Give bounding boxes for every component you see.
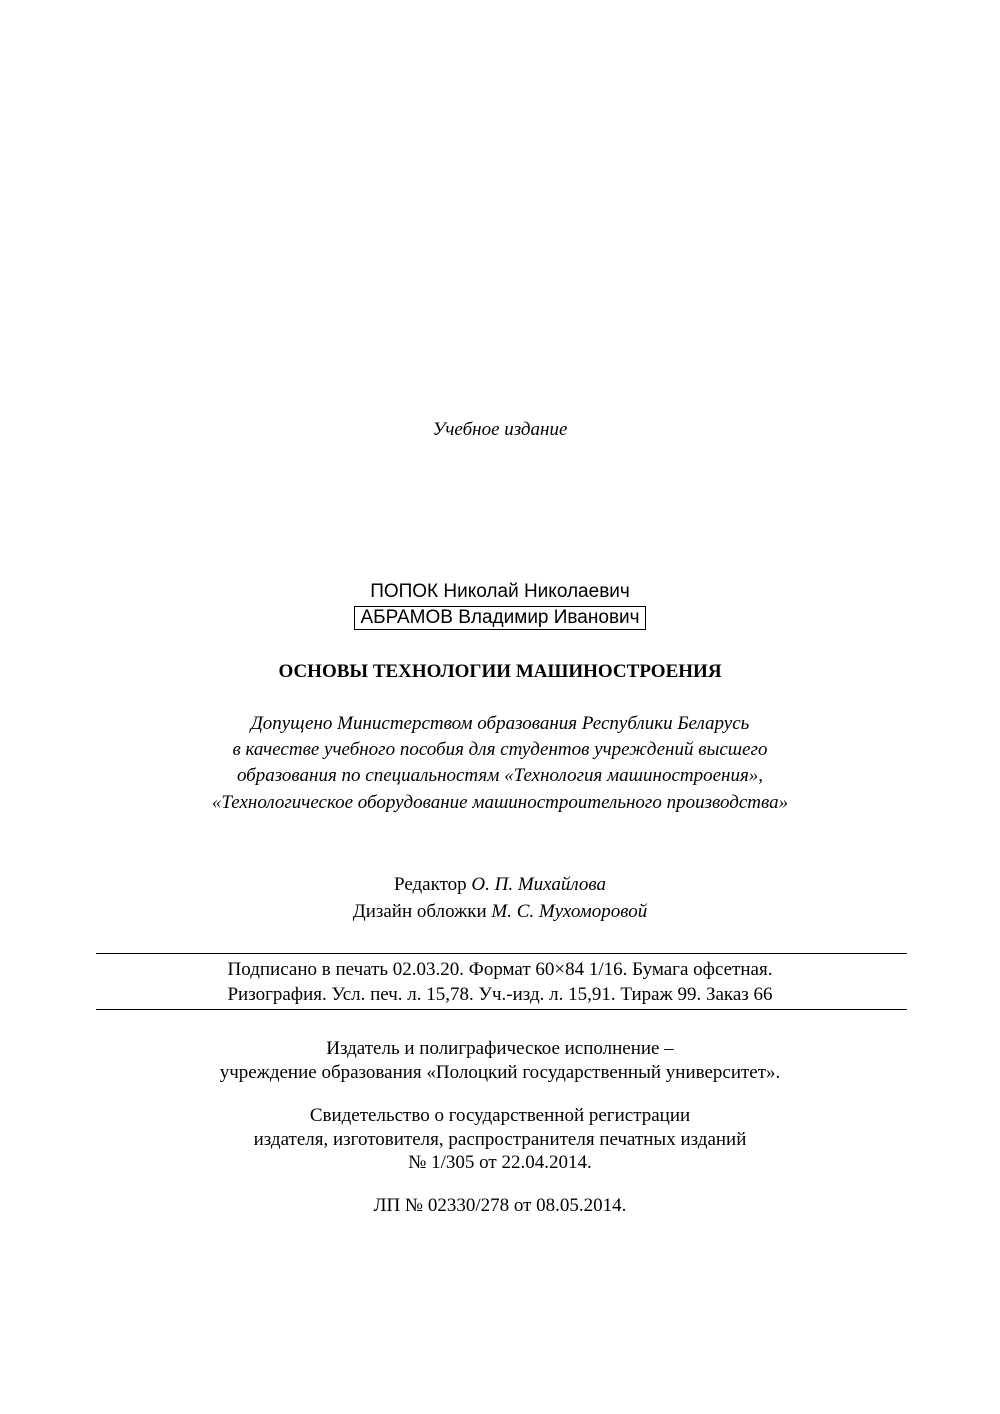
registration-line-3: № 1/305 от 22.04.2014. — [408, 1152, 592, 1173]
design-name: М. С. Мухоморовой — [491, 901, 648, 922]
editor-label: Редактор — [394, 874, 467, 895]
print-info-line-2: Ризография. Усл. печ. л. 15,78. Уч.-изд. л. 15,91. Тираж 99. Заказ 66 — [227, 984, 773, 1005]
bottom-divider — [96, 1009, 907, 1010]
license-line: ЛП № 02330/278 от 08.05.2014. — [373, 1195, 627, 1216]
editor-credit — [0, 873, 1000, 897]
design-credit — [0, 900, 1000, 924]
print-info-line-1: Подписано в печать 02.03.20. Формат 60×84 1/16. Бумага офсетная. — [227, 959, 773, 980]
design-label: Дизайн обложки — [352, 901, 487, 922]
approval-line-2: в качестве учебного пособия для студентов учреждений высшего — [232, 739, 768, 760]
approval-line-3: образования по специальностям «Технология машиностроения», — [236, 765, 764, 786]
registration-line-2: издателя, изготовителя, распространителя печатных изданий — [253, 1129, 747, 1150]
approval-line-1: Допущено Министерством образования Республики Беларусь — [250, 713, 750, 734]
registration-line-1: Свидетельство о государственной регистрации — [309, 1105, 691, 1126]
author-line-2-wrapper — [0, 606, 1000, 630]
book-title: ОСНОВЫ ТЕХНОЛОГИИ МАШИНОСТРОЕНИЯ — [278, 661, 722, 682]
top-divider — [96, 953, 907, 954]
approval-line-4: «Технологическое оборудование машиностроительного производства» — [211, 792, 789, 813]
publisher-line-1: Издатель и полиграфическое исполнение – — [326, 1038, 674, 1059]
author-line-2: АБРАМОВ Владимир Иванович — [354, 606, 645, 630]
editor-name: О. П. Михайлова — [471, 874, 606, 895]
publisher-line-2: учреждение образования «Полоцкий государственный университет». — [219, 1062, 781, 1083]
edition-type: Учебное издание — [432, 419, 568, 440]
author-line-1: ПОПОК Николай Николаевич — [370, 581, 630, 602]
